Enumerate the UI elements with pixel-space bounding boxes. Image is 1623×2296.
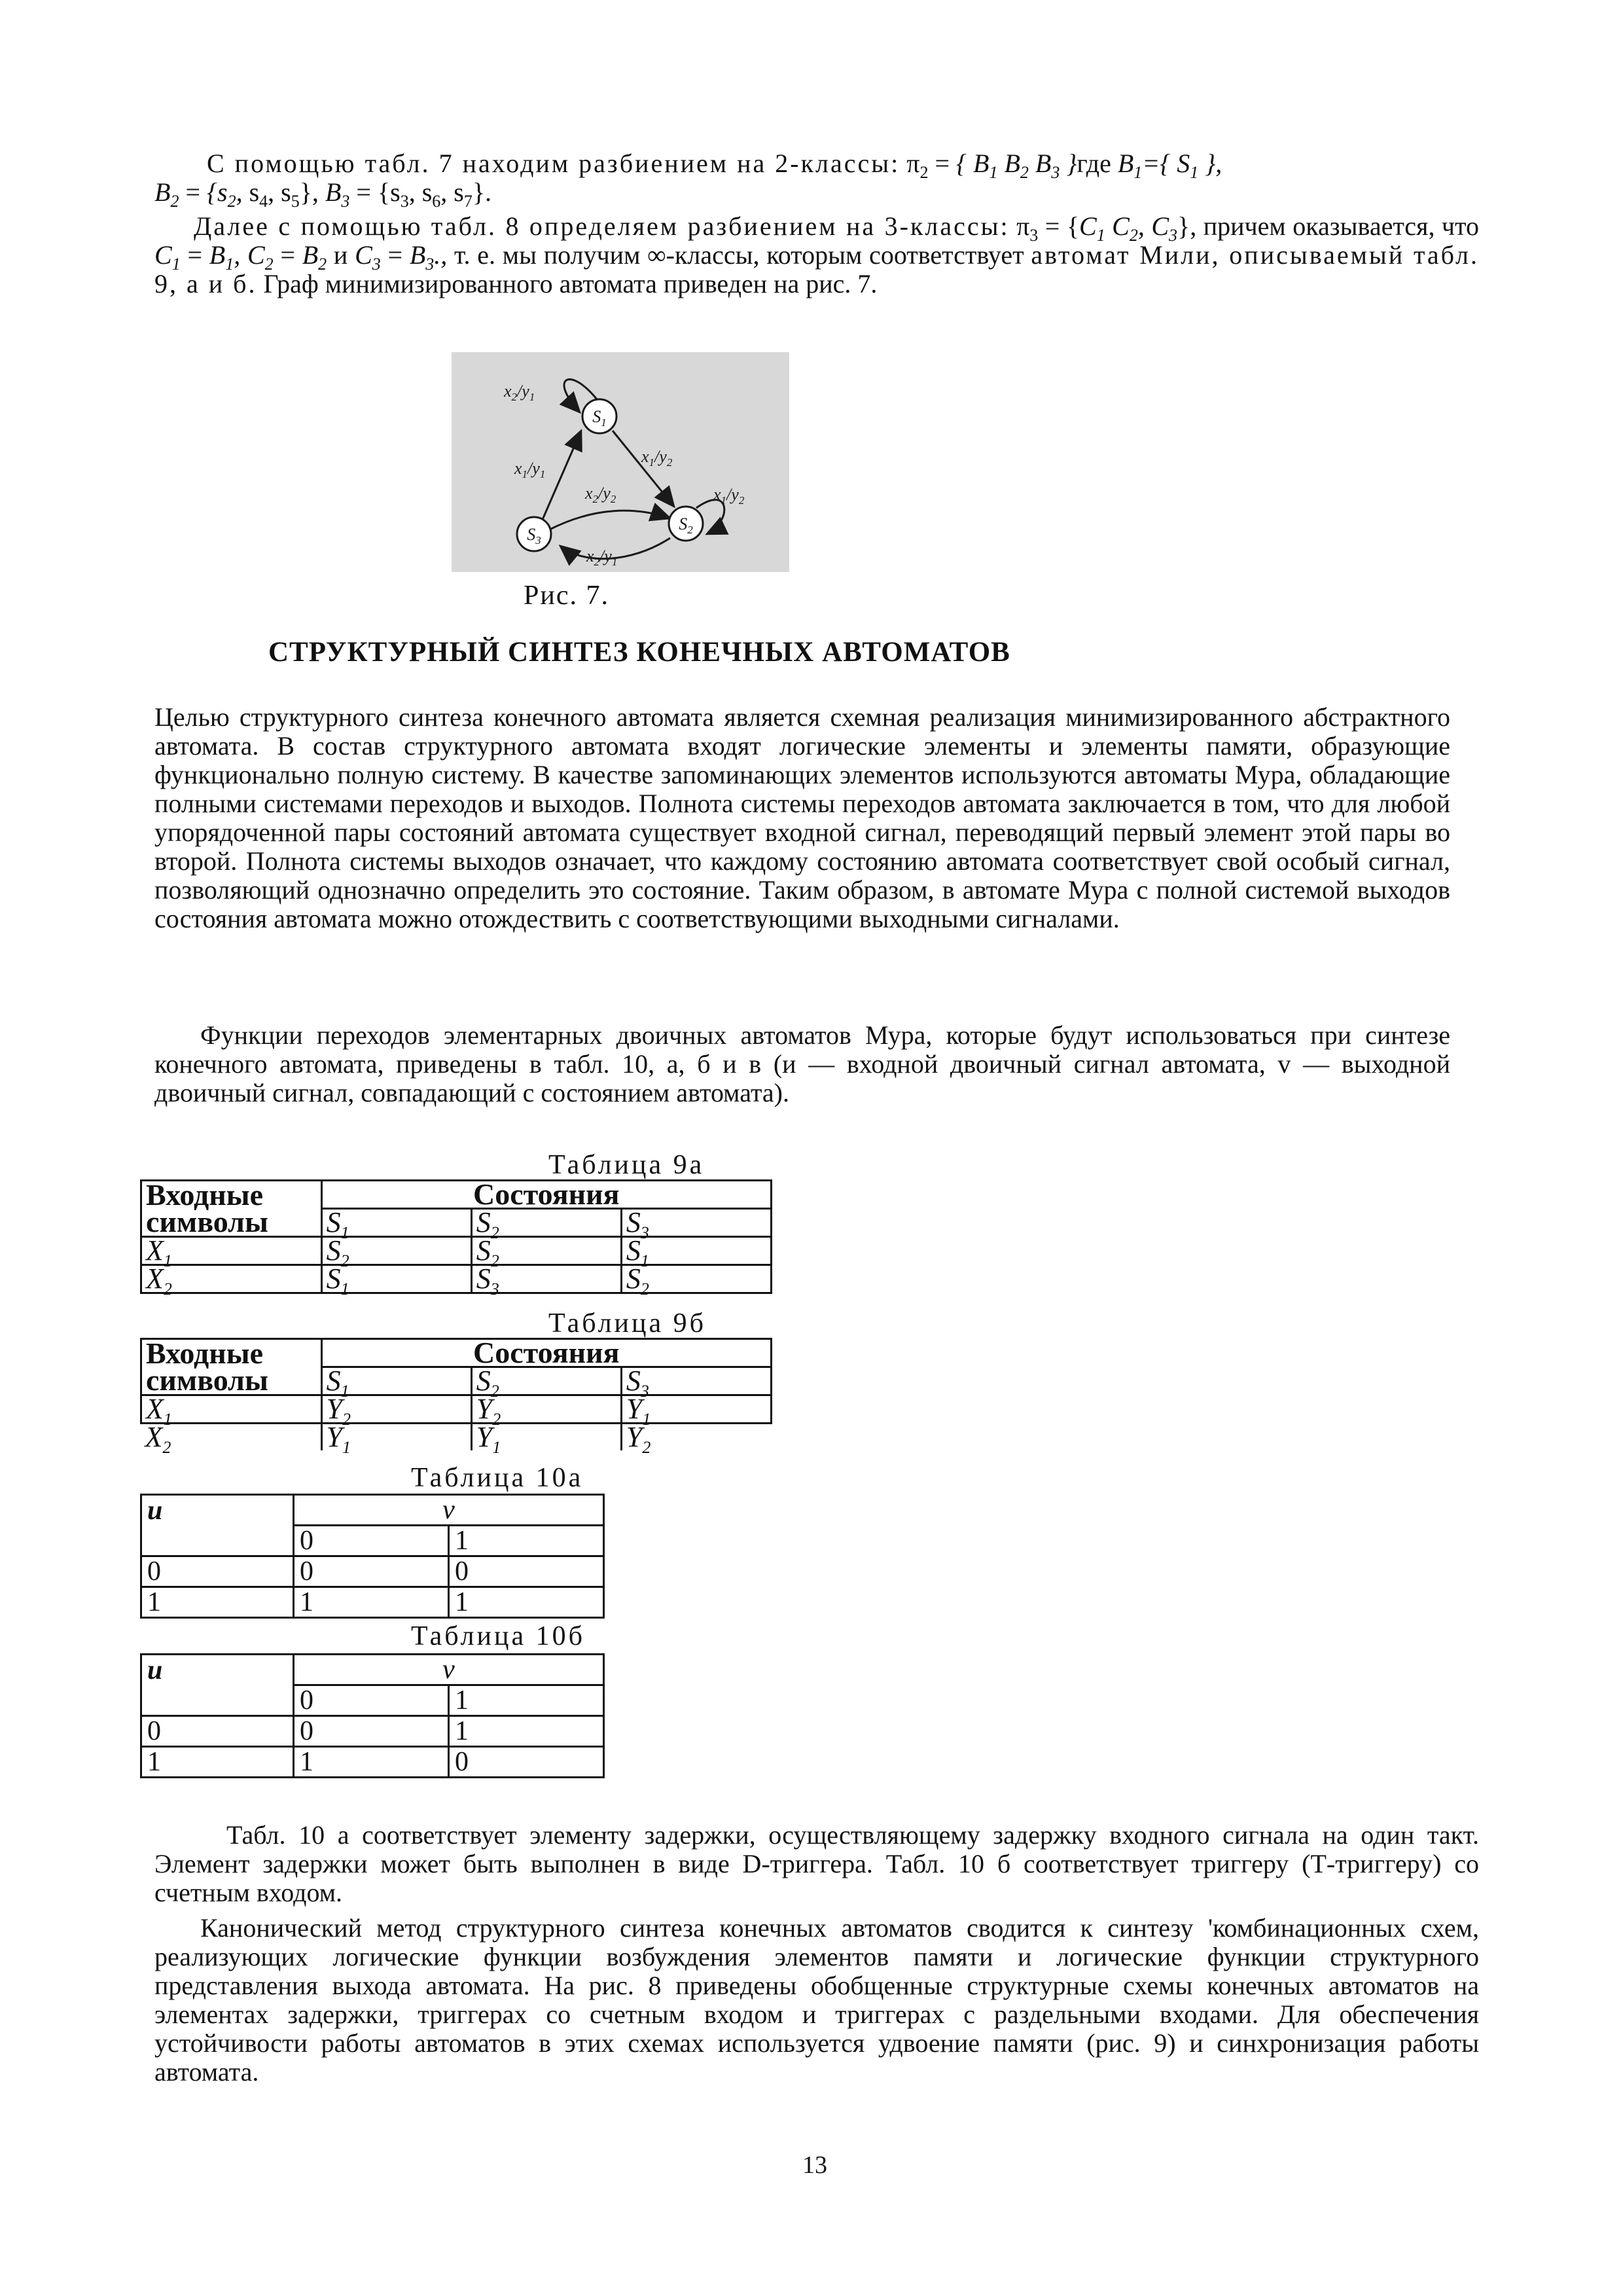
automaton-graph-svg [452,352,789,572]
edge-label-s1-loop: $x_2/y_1$ [504,382,535,403]
intro-paragraph-1: С помощью табл. 7 находим разбиением на 2-классы: $\pi_2$ = { $B_1$ $B_2$ $B_3$ }где $B_1=${ $S_1$ }, $B_2 = \{s_2$, $s_4$, $s_5$}, $B_3 = \{s_3$, $s_6$, $s_7$}. [154,149,1222,211]
table-9a-cell: $S_1$ [321,1265,471,1293]
table-9a-inputs-header-2: символы [141,1209,322,1237]
table-9a-cell: $S_3$ [471,1265,621,1293]
table-row [141,1716,604,1747]
table-9b-input: $X_1$ [141,1395,322,1424]
table-9a-state-col: $S_2$ [471,1209,621,1237]
closing-paragraph-1: Табл. 10 а соответствует элементу задержки, осуществляющему задержку входного сигнала на один такт. Элемент задержки может быть выполнен в виде D-триггера. Табл. 10 б соответствует триггеру (Т-триггеру) со счетным входом. [154,1820,1479,1907]
table-9b-cell: $Y_1$ [621,1395,771,1424]
figure-automaton-graph [452,352,789,572]
table-10a [140,1494,605,1619]
table-9a-inputs-header: Входные [141,1181,322,1209]
table-10a-u: 0 [141,1556,294,1587]
table-10a-u-header: u [141,1495,294,1526]
table-10b-u: 1 [141,1747,294,1778]
table-row [141,1237,772,1265]
closing-paragraph-2: Канонический метод структурного синтеза конечных автоматов сводится к синтезу 'комбинационных схем, реализующих логические функции возбуждения элементов памяти и логические функции структурного представления выхода автомата. На рис. 8 приведены обобщенные структурные схемы конечных автоматов на элементах задержки, триггерах со счетным входом и триггерах с раздельными входами. Для обеспечения устойчивости работы автоматов в этих схемах используется удвоение памяти (рис. 9) и синхронизация работы автомата. [154,1913,1479,2087]
table-row [141,1424,772,1451]
table-9a-cell: $S_1$ [621,1237,771,1265]
table-9b [140,1336,772,1457]
table-9b-cell: $Y_1$ [321,1424,471,1451]
node-label-s3: $S_3$ [527,525,541,547]
table-9a-caption: Таблица 9а [548,1150,705,1180]
table-10b-cell: 0 [294,1716,449,1747]
figure-caption: Рис. 7. [524,581,609,611]
table-9b-inputs-header-2: символы [141,1367,322,1395]
page-number: 13 [802,2151,827,2179]
table-9a-state-col: $S_1$ [321,1209,471,1237]
table-9b-cell: $Y_2$ [321,1395,471,1424]
section-heading: СТРУКТУРНЫЙ СИНТЕЗ КОНЕЧНЫХ АВТОМАТОВ [268,637,1010,668]
table-10a-cell: 0 [294,1556,449,1587]
table-10a-cell: 0 [449,1556,604,1587]
table-9b-states-header: Состояния [321,1339,771,1367]
table-9b-cell: $Y_2$ [621,1424,771,1451]
table-10b-u-header: u [141,1655,294,1685]
table-9b-cell: $Y_2$ [471,1395,621,1424]
table-9b-state-col: $S_3$ [621,1367,771,1395]
node-label-s1: $S_1$ [592,407,607,429]
table-10b-v-value: 1 [449,1685,604,1716]
edge-label-s2-s3: $x_2/y_1$ [586,547,618,568]
edge-s3-s1 [542,431,581,521]
edge-s1-s2 [613,431,674,507]
table-10b-cell: 1 [294,1747,449,1778]
edge-label-s1-s2: $x_1/y_2$ [641,447,673,469]
table-9b-input: $X_2$ [141,1424,322,1451]
table-row [141,1265,772,1293]
table-9b-cell: $Y_1$ [471,1424,621,1451]
table-9a-input: $X_2$ [141,1265,322,1293]
table-9a-states-header: Состояния [321,1181,771,1209]
table-9a-cell: $S_2$ [471,1237,621,1265]
table-10a-cell: 1 [294,1587,449,1618]
table-10b-cell: 1 [449,1716,604,1747]
table-10a-v-value: 1 [449,1526,604,1556]
intro-paragraph-2: Далее с помощью табл. 8 определяем разбиением на 3-классы: $\pi_3 = \{C_1$ $C_2$, $C_3$}, причем оказывается, что $C_1 = B_1$, $C_2 = B_2$ и $C_3 = B_3$., т. е. мы получим ∞-классы, которым соответствует автомат Мили, описываемый табл. 9, а и б. Граф минимизированного автомата приведен на рис. 7. [154,211,1479,298]
table-9b-caption: Таблица 9б [548,1308,706,1338]
table-9a-cell: $S_2$ [621,1265,771,1293]
table-10a-caption: Таблица 10а [411,1463,584,1493]
edge-label-s3-s2: $x_2/y_2$ [585,484,616,505]
table-9a-cell: $S_2$ [321,1237,471,1265]
table-9a-input: $X_1$ [141,1237,322,1265]
edge-label-s3-s1: $x_1/y_1$ [514,459,546,480]
table-10b-v-header: v [294,1655,604,1685]
table-9a [140,1177,772,1299]
node-label-s2: $S_2$ [679,514,693,536]
table-10b [140,1653,605,1778]
table-9b-state-col: $S_2$ [471,1367,621,1395]
table-row [141,1556,604,1587]
table-9b-inputs-header: Входные [141,1339,322,1367]
table-row [141,1587,604,1618]
table-row [141,1747,604,1778]
table-10b-u: 0 [141,1716,294,1747]
table-9a-state-col: $S_3$ [621,1209,771,1237]
table-10a-v-value: 0 [294,1526,449,1556]
table-10a-v-header: v [294,1495,604,1526]
table-row [141,1395,772,1424]
table-10b-cell: 0 [449,1747,604,1778]
section-paragraph-1: Целью структурного синтеза конечного автомата является схемная реализация минимизированного абстрактного автомата. В состав структурного автомата входят логические элементы и элементы памяти, образующие функционально полную систему. В качестве запоминающих элементов используются автоматы Мура, обладающие полными системами переходов и выходов. Полнота системы переходов автомата заключается в том, что для любой упорядоченной пары состояний автомата существует входной сигнал, переводящий первый элемент этой пары во второй. Полнота системы выходов означает, что каждому состоянию автомата соответствует свой особый сигнал, позволяющий однозначно определить это состояние. Таким образом, в автомате Мура с полной системой выходов состояния автомата можно отождествить с соответствующими выходными сигналами. [154,702,1450,933]
edge-label-s2-loop: $x_1/y_2$ [713,485,745,507]
table-10b-v-value: 0 [294,1685,449,1716]
table-10a-cell: 1 [449,1587,604,1618]
table-10a-u: 1 [141,1587,294,1618]
table-10b-caption: Таблица 10б [411,1621,585,1651]
table-9b-state-col: $S_1$ [321,1367,471,1395]
section-paragraph-2: Функции переходов элементарных двоичных автоматов Мура, которые будут использоваться при синтезе конечного автомата, приведены в табл. 10, а, б и в (и — входной двоичный сигнал автомата, v — выходной двоичный сигнал, совпадающий с состоянием автомата). [154,1020,1450,1107]
edge-s3-s2 [548,511,670,530]
